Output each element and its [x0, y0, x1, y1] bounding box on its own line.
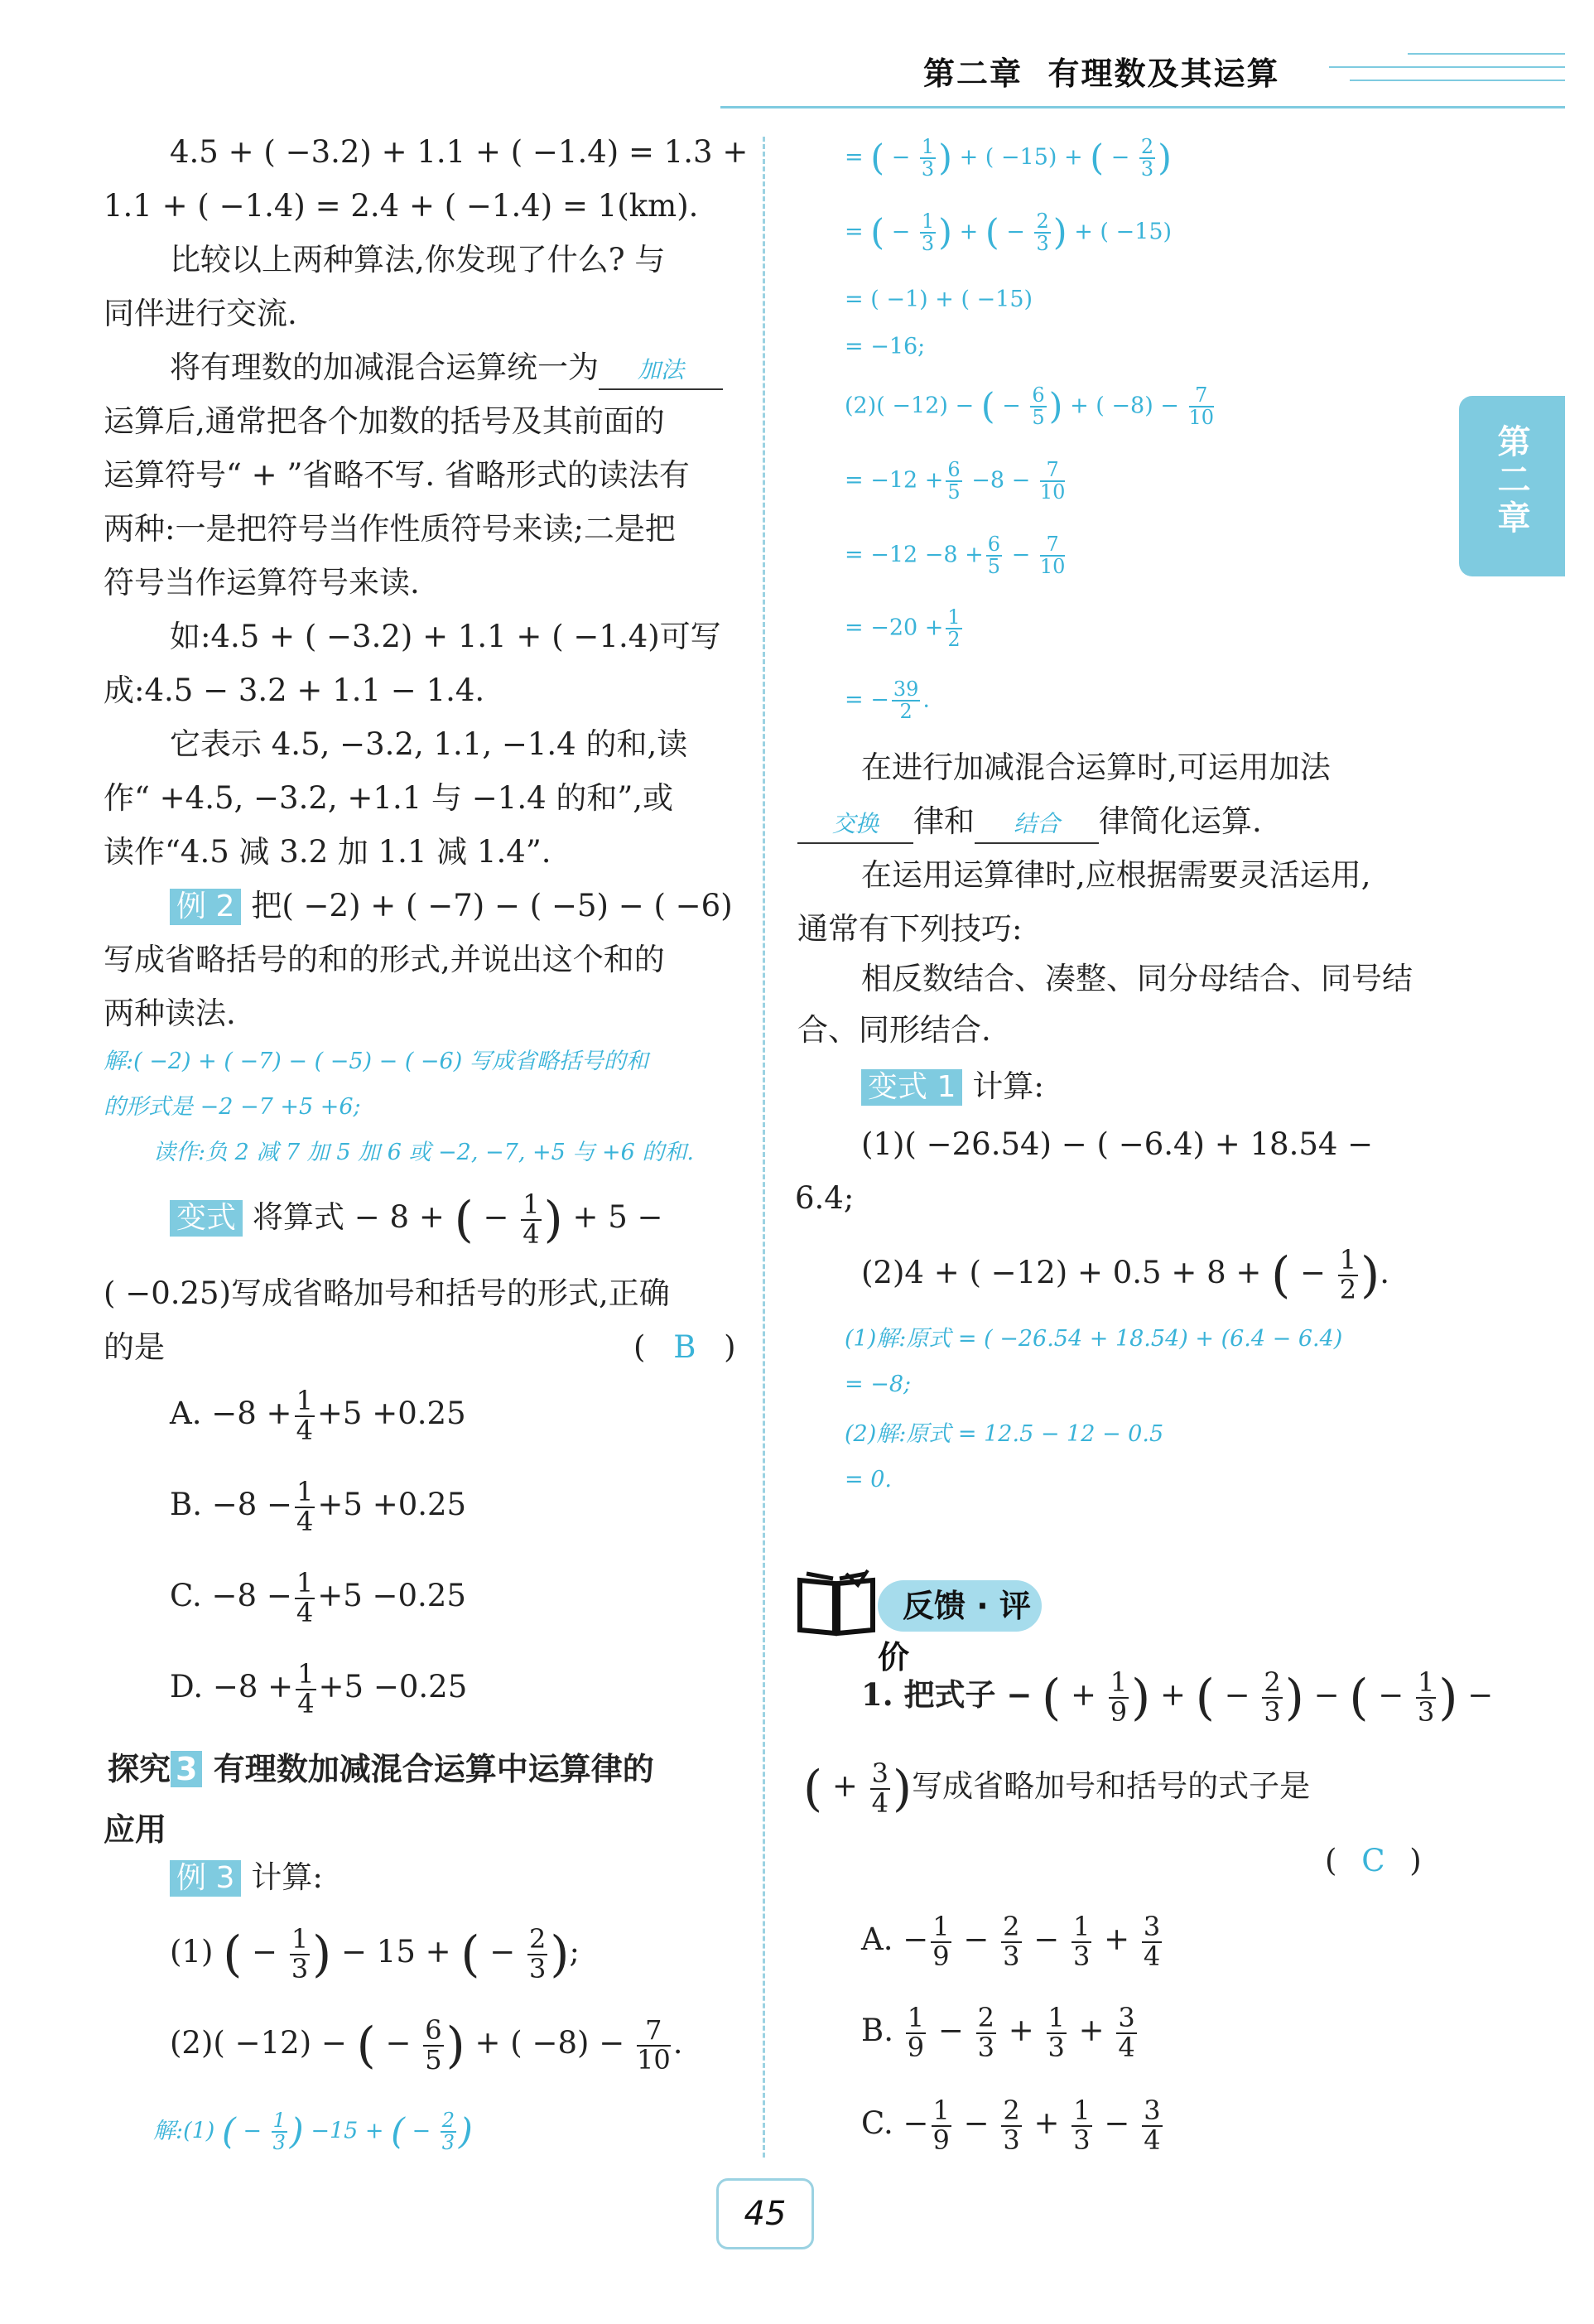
answer-line: = 0.	[845, 1467, 892, 1492]
text-line: 符号当作运算符号来读.	[104, 565, 420, 600]
calc-step: = −16;	[845, 334, 926, 359]
text-line: ( −0.25)写成省略加号和括号的形式,正确	[104, 1275, 670, 1311]
variant-1	[861, 1068, 1044, 1106]
answer-bracket: ( C )	[1325, 1843, 1422, 1878]
option-text: +5 −0.25	[318, 1669, 468, 1705]
text-line: 它表示 4.5, −3.2, 1.1, −1.4 的和,读	[170, 726, 688, 762]
header-deco-line	[1350, 80, 1565, 81]
variant-tag: 变式	[170, 1200, 243, 1237]
option-c: C. −8 − $\frac{1}{4}$ +5 −0.25	[170, 1567, 466, 1628]
feedback-title: 反馈 · 评价	[878, 1580, 1042, 1632]
text: 计算:	[972, 1068, 1044, 1104]
option-text: +5 +0.25	[317, 1487, 467, 1523]
calc-text: = −	[845, 687, 889, 713]
header-rule	[720, 106, 1565, 108]
option-text: B.	[861, 2013, 893, 2049]
calc-text: (2)( −12) −	[845, 393, 975, 419]
text: 律简化运算.	[1099, 803, 1262, 839]
answer-line: 解:( −2) + ( −7) − ( −5) − ( −6) 写成省略括号的和	[104, 1049, 648, 1074]
feedback-question-1-cont: ( + $\frac{3}{4}$ )写成省略加号和括号的式子是	[803, 1757, 1311, 1819]
option-text: B. −8 −	[170, 1487, 293, 1523]
feedback-section-header	[795, 1565, 1076, 1675]
header-deco-line	[1408, 53, 1565, 55]
choice-answer: B	[673, 1329, 696, 1365]
option-text: A. −8 +	[170, 1396, 292, 1432]
text-line: 6.4;	[795, 1180, 855, 1216]
calc-step: = −12 −8 + $\frac{6}{5}$ − $\frac{7}{10}$	[845, 533, 1066, 579]
text-line: (1)( −26.54) − ( −6.4) + 18.54 −	[861, 1126, 1374, 1162]
text-line: 成:4.5 − 3.2 + 1.1 − 1.4.	[104, 673, 485, 708]
chapter-label: 第二章	[923, 55, 1023, 92]
answer-line: = −8;	[845, 1372, 912, 1397]
text-line: 同伴进行交流.	[104, 296, 297, 331]
option-text: C. −	[861, 2105, 929, 2142]
option-d: D. −8 + $\frac{1}{4}$ +5 −0.25	[170, 1658, 468, 1719]
feedback-option-b: B. $\frac{1}{9}$ − $\frac{2}{3}$ + $\frac{1}{3}$ + $\frac{3}{4}$	[861, 2002, 1135, 2063]
calc-step: = −20 + $\frac{1}{2}$	[845, 605, 961, 652]
answer-line: (1)解:原式 = ( −26.54 + 18.54) + (6.4 − 6.4)	[845, 1326, 1343, 1352]
explore-title: 有理数加减混合运算中运算律的	[213, 1751, 654, 1787]
text-line: 运算符号“ + ”省略不写. 省略形式的读法有	[104, 457, 690, 493]
example-3-part-1: (1) ( − $\frac{1}{3}$ ) − 15 + ( − $\frac{2}{3}$ );	[170, 1923, 580, 1984]
text: 的是	[104, 1329, 165, 1365]
text-line	[104, 1329, 736, 1366]
text-line: 两种:一是把符号当作性质符号来读;二是把	[104, 511, 676, 547]
option-text: A. −	[861, 1921, 929, 1958]
answer-bracket: ( B )	[633, 1329, 736, 1365]
variant-tag: 变式 1	[861, 1069, 962, 1106]
explore-label	[108, 1743, 202, 1789]
option-b: B. −8 − $\frac{1}{4}$ +5 +0.25	[170, 1476, 467, 1537]
example-text: 把( −2) + ( −7) − ( −5) − ( −6)	[251, 888, 733, 923]
chapter-title: 有理数及其运算	[1047, 55, 1280, 92]
explore-heading	[108, 1743, 654, 1789]
option-text: +5 −0.25	[317, 1578, 466, 1614]
calc-step: = ( − $\frac{1}{3}$ ) + ( −15) + ( − $\frac{2}{3}$ )	[845, 135, 1173, 181]
answer-label: 解:(1)	[153, 2118, 215, 2144]
feedback-option-c: C. − $\frac{1}{9}$ − $\frac{2}{3}$ + $\frac{1}{3}$ − $\frac{3}{4}$	[861, 2095, 1161, 2156]
fill-blank-line	[797, 803, 1262, 844]
calc-step: = −12 + $\frac{6}{5}$ −8 − $\frac{7}{10}$	[845, 458, 1066, 504]
option-a: A. −8 + $\frac{1}{4}$ +5 +0.25	[170, 1385, 466, 1446]
chapter-header	[923, 48, 1280, 94]
column-divider	[763, 137, 765, 2158]
question-label: 1. 把式子 −	[861, 1676, 1033, 1714]
chapter-side-tab	[1459, 396, 1565, 576]
example-3	[170, 1859, 323, 1897]
open-book-icon	[795, 1565, 878, 1640]
header-deco-line	[1329, 66, 1565, 68]
calc-text: = −12 −8 +	[845, 542, 984, 568]
variant-1-part-2: (2)4 + ( −12) + 0.5 + 8 + ( − $\frac{1}{2}$ ).	[861, 1244, 1389, 1305]
text-line: 比较以上两种算法,你发现了什么? 与	[170, 242, 666, 277]
side-tab-label: 第二章	[1492, 424, 1530, 538]
answer-line: (2)解:原式 = 12.5 − 12 − 0.5	[845, 1421, 1164, 1447]
text-line: 在运用运算律时,应根据需要灵活运用,	[861, 857, 1371, 893]
option-text: +5 +0.25	[316, 1396, 466, 1432]
answer-line: 的形式是 −2 −7 +5 +6;	[104, 1094, 361, 1120]
example-tag: 例 3	[170, 1860, 241, 1897]
text-line: 通常有下列技巧:	[797, 911, 1023, 947]
text-line: 相反数结合、凑整、同分母结合、同号结	[861, 961, 1413, 996]
text-line: 作“ +4.5, −3.2, +1.1 与 −1.4 的和”,或	[104, 780, 674, 816]
text: 计算:	[251, 1859, 323, 1895]
calc-step: (2)( −12) − ( − $\frac{6}{5}$ ) + ( −8) − $\frac{7}{10}$	[845, 383, 1215, 430]
calc-step: = ( −1) + ( −15)	[845, 287, 1033, 312]
calc-text: = −20 +	[845, 615, 944, 641]
text-line: 4.5 + ( −3.2) + 1.1 + ( −1.4) = 1.3 +	[170, 134, 749, 170]
example-2	[170, 888, 733, 925]
calc-step: = − $\frac{39}{2}$ .	[845, 677, 930, 724]
text: + 5 −	[572, 1199, 663, 1236]
feedback-question-1: 1. 把式子 − ( + $\frac{1}{9}$ ) + ( − $\frac{2}{3}$ ) − ( − $\frac{1}{3}$ ) −	[861, 1666, 1494, 1728]
calc-step: = ( − $\frac{1}{3}$ ) + ( − $\frac{2}{3}$ ) + ( −15)	[845, 210, 1173, 256]
text: 写成省略加号和括号的式子是	[912, 1768, 1311, 1805]
answer-line: 读作:负 2 减 7 加 5 加 6 或 −2, −7, +5 与 +6 的和.	[153, 1140, 694, 1165]
text-line: 1.1 + ( −1.4) = 2.4 + ( −1.4) = 1(km).	[104, 188, 699, 224]
text-line: 在进行加减混合运算时,可运用加法	[861, 750, 1331, 785]
option-text: C. −8 −	[170, 1578, 292, 1614]
example-tag: 例 2	[170, 889, 241, 925]
explore-number: 3	[171, 1751, 202, 1787]
option-text: D. −8 +	[170, 1669, 294, 1705]
text: 将有理数的加减混合运算统一为	[170, 350, 599, 385]
fill-blank-line	[170, 350, 723, 390]
feedback-option-a: A. − $\frac{1}{9}$ − $\frac{2}{3}$ − $\frac{1}{3}$ + $\frac{3}{4}$	[861, 1911, 1161, 1972]
choice-answer: C	[1361, 1843, 1385, 1878]
variant-question: 变式 将算式 − 8 + ( − $\frac{1}{4}$ ) + 5 −	[170, 1191, 663, 1248]
answer-blank: 加法	[599, 352, 723, 390]
text-line: 写成省略括号的和的形式,并说出这个和的	[104, 942, 665, 977]
explore-word: 探究	[108, 1751, 171, 1787]
text-line: 读作“4.5 减 3.2 加 1.1 减 1.4”.	[104, 834, 551, 870]
text: (2)4 + ( −12) + 0.5 + 8 +	[861, 1255, 1262, 1291]
text-line: 运算后,通常把各个加数的括号及其前面的	[104, 403, 665, 439]
example-3-part-2: (2)( −12) − ( − $\frac{6}{5}$ ) + ( −8) − $\frac{7}{10}$ .	[170, 2014, 683, 2076]
explore-title-cont: 应用	[104, 1811, 167, 1848]
answer-blank: 交换	[797, 806, 913, 844]
answer-blank: 结合	[975, 806, 1099, 844]
part-label: (1)	[170, 1934, 214, 1970]
text-line: 两种读法.	[104, 996, 236, 1031]
page-number: 45	[716, 2178, 814, 2249]
text-line: 如:4.5 + ( −3.2) + 1.1 + ( −1.4)可写	[170, 619, 721, 654]
text-line: 合、同形结合.	[797, 1012, 991, 1048]
text: 律和	[913, 803, 975, 839]
answer-line: 解:(1) ( − $\frac{1}{3}$ ) −15 + ( − $\frac{2}{3}$ )	[153, 2109, 473, 2155]
calc-text: = −12 +	[845, 467, 944, 494]
text: 将算式 − 8 +	[253, 1199, 445, 1236]
part-label: (2)( −12) −	[170, 2025, 347, 2061]
